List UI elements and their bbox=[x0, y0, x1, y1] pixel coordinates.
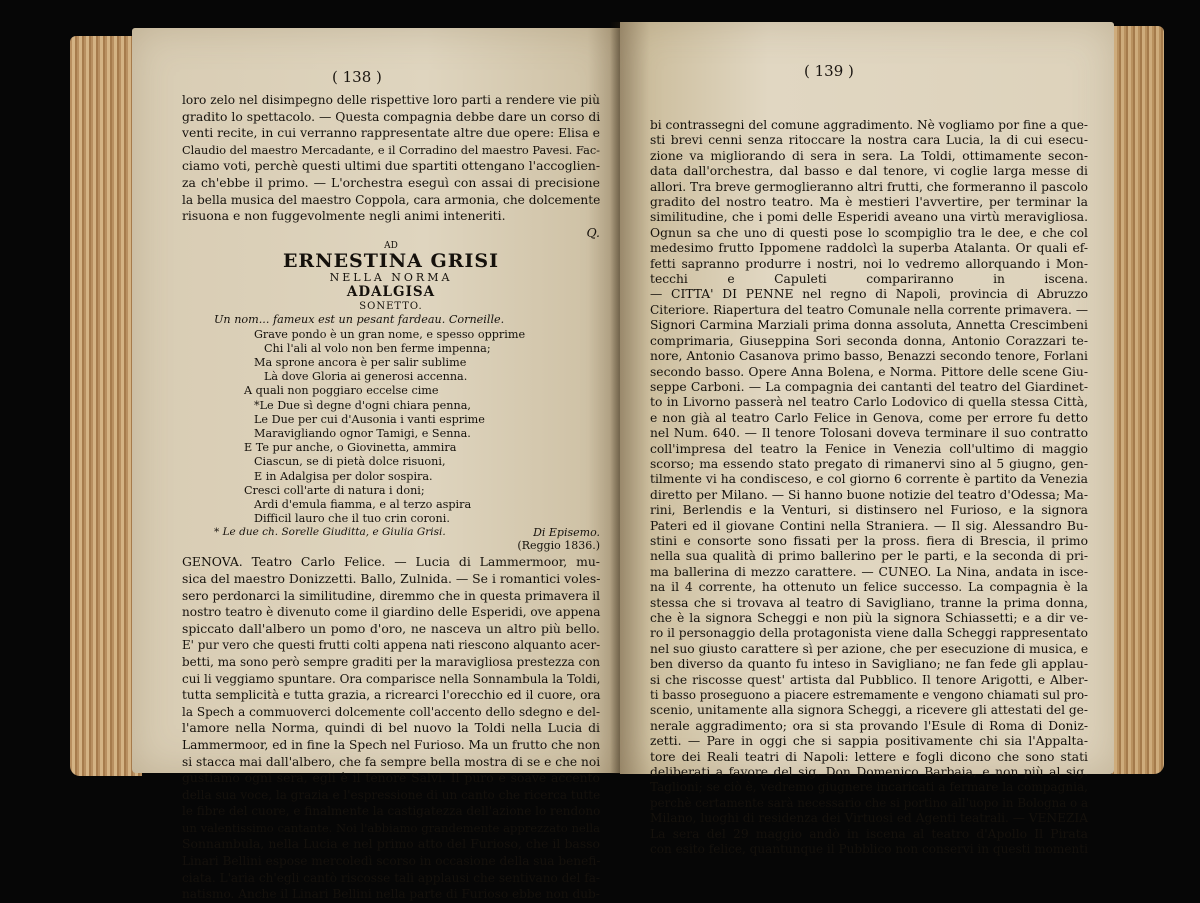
article-line: coll'impresa del teatro la Fenice in Venezia coll'ultimo di maggio bbox=[650, 441, 1088, 456]
poem-form: SONETTO. bbox=[359, 301, 423, 313]
sonnet-lines bbox=[244, 328, 600, 527]
article-line: ben diverso da quanto fu inteso in Savigliano; ne fan fede gli applau- bbox=[650, 657, 1088, 672]
poem-role: ADALGISA bbox=[346, 284, 436, 301]
article-line: tore dei Reali teatri di Napoli: lettere e fogli dicono che sono stati bbox=[650, 749, 1088, 764]
article-line: perchè certamente sarà necessario che si portino all'uopo in Bologna o a bbox=[650, 795, 1088, 810]
article-line: deliberati a favore del sig. Don Domenico Barbaia, e non più al sig. bbox=[650, 765, 1088, 780]
sonnet-line: Là dove Gloria ai generosi accenna. bbox=[264, 370, 468, 384]
intro-line: la bella musica del maestro Coppola, cara armonia, che dolcemente bbox=[182, 192, 601, 207]
sonnet-line: E in Adalgisa per dolor sospira. bbox=[254, 469, 433, 483]
article-line: della sua voce, la grazia e l'espressione di un canto che ricerca tutte bbox=[182, 787, 601, 802]
article-line: un valentissimo cantante. Noi l'abbiamo grandemente apprezzato nella bbox=[182, 820, 600, 835]
article-line: Ognun sa che uno di questi pose lo scompiglio tra le dee, e che col bbox=[650, 225, 1088, 240]
article-line: — CITTA' DI PENNE nel regno di Napoli, provincia di Abruzzo bbox=[650, 287, 1088, 302]
article-line: Taglioni; se ciò è, vedremo giugnere incaricati a fermare la compagnia, bbox=[650, 780, 1088, 795]
sonnet-line: Maravigliando ognor Tamigi, e Senna. bbox=[254, 426, 471, 440]
article-line: E' pur vero che questi frutti colti appena nati riescono alquanto acer- bbox=[182, 638, 601, 653]
article-line: e non già al teatro Carlo Felice in Genova, come per errore fu detto bbox=[650, 410, 1088, 425]
article-line: nore, Antonio Casanova primo basso, Benazzi secondo tenore, Forlani bbox=[650, 349, 1088, 364]
sonnet-author-row bbox=[182, 526, 600, 552]
sonnet-place-date: (Reggio 1836.) bbox=[517, 539, 600, 553]
article-line: sero perdonarci la similitudine, diremmo che in questa primavera il bbox=[182, 588, 600, 603]
article-line: diretto per Milano. — Si hanno buone notizie del teatro d'Odessa; Ma- bbox=[650, 487, 1089, 502]
sonnet-line: Cresci coll'arte di natura i doni; bbox=[244, 483, 425, 497]
page-number-left: ( 138 ) bbox=[332, 68, 382, 86]
intro-line: Claudio del maestro Mercadante, e il Corradino del maestro Pavesi. Fac- bbox=[182, 142, 600, 157]
article-line: cui li veggiamo spuntare. Ora comparisce nella Sonnambula la Toldi, bbox=[182, 671, 601, 686]
article-line: tecchi e Capuleti compariranno in iscena. bbox=[650, 272, 1088, 287]
sonnet-footnote: * Le due ch. Sorelle Giuditta, e Giulia Grisi. bbox=[214, 526, 446, 539]
article-line: nel suo giusto carattere sì per azione, che per esecuzione di musica, e bbox=[650, 641, 1089, 656]
poem-title: ERNESTINA GRISI bbox=[282, 250, 500, 273]
open-book bbox=[70, 16, 1164, 902]
article-line: allori. Tra breve germoglieranno altri frutti, che formeranno il pascolo bbox=[650, 179, 1088, 194]
article-line: ro il personaggio della protagonista viene dalla Scheggi rappresentato bbox=[650, 626, 1088, 641]
article-line: si che riscosse quest' artista dal Pubblico. Il tenore Arigotti, e Alber- bbox=[650, 672, 1088, 687]
article-line: rini, Berlendis e la Venturi, si distinsero nel Furioso, e la signora bbox=[650, 503, 1088, 518]
sonnet-line: Ciascun, se di pietà dolce risuoni, bbox=[254, 455, 446, 469]
intro-line: ciamo voti, perchè questi ultimi due spartiti ottengano l'accoglien- bbox=[182, 159, 600, 174]
article-line: natismo. Anche il Linari Bellini nella parte di Furioso ebbe non dub- bbox=[182, 887, 600, 902]
intro-line: venti recite, in cui verranno rappresentate altre due opere: Elisa e bbox=[182, 126, 600, 141]
article-line: nel Num. 640. — Il tenore Tolosani doveva terminare il suo contratto bbox=[650, 426, 1088, 441]
sonnet bbox=[182, 313, 600, 526]
sonnet-line: E Te pur anche, o Giovinetta, ammira bbox=[244, 441, 457, 455]
article-line: ti basso proseguono a piacere estremamente e vengono chiamati sul pro- bbox=[650, 688, 1088, 703]
right-page bbox=[620, 22, 1114, 857]
article-line: ciata. L'aria ch'egli cantò riscosse tali applausi che sentivano del fa- bbox=[182, 870, 600, 885]
article-line: similitudine, che i pomi delle Esperidi aveano una virtù meravigliosa. bbox=[650, 210, 1088, 225]
article-line: secondo basso. Opere Anna Bolena, e Norma. Pittore delle scene Giu- bbox=[650, 364, 1088, 379]
article-line: seppe Carboni. — La compagnia dei cantanti del teatro del Giardinet- bbox=[650, 379, 1088, 394]
article-line: Linari Bellini espose mercoledì scorso in occasione della sua benefi- bbox=[182, 854, 601, 869]
article-line: betti, ma sono però sempre graditi per la maravigliosa prestezza con bbox=[182, 654, 601, 669]
sonnet-line: Difficil lauro che il tuo crin coroni. bbox=[254, 512, 450, 526]
article-line: la Spech a commuoverci dolcemente coll'accento dello sdegno e del- bbox=[182, 704, 600, 719]
article-line: nostro teatro è divenuto come il giardino delle Esperidi, ove appena bbox=[182, 605, 601, 620]
sonnet-line: *Le Due sì degne d'ogni chiara penna, bbox=[254, 398, 471, 412]
article-line: Sonnambula, nella Lucia e nel primo atto del Furioso, che il basso bbox=[182, 836, 600, 852]
article-line: tutta semplicità e tutta grazia, a ricrearci l'orecchio ed il cuore, ora bbox=[182, 688, 601, 703]
page-number-right: ( 139 ) bbox=[804, 62, 854, 80]
sonnet-line: Le Due per cui d'Ausonia i vanti esprime bbox=[254, 412, 485, 426]
intro-paragraph bbox=[182, 92, 600, 225]
article-line: nerale aggradimento; ora si sta provando l'Esule di Roma di Doniz- bbox=[650, 718, 1088, 733]
sonnet-line: Ma sprone ancora è per salir sublime bbox=[254, 355, 467, 369]
sonnet-line: A quali non poggiaro eccelse cime bbox=[244, 384, 439, 398]
article-line: zetti. — Pare in oggi che si sappia positivamente chi sia l'Appalta- bbox=[650, 734, 1088, 749]
article-line: data dall'orchestra, dal basso e dal tenore, vi coglie larga messe di bbox=[650, 164, 1088, 179]
article-line: Lammermoor, ed in fine la Spech nel Furioso. Ma un frutto che non bbox=[182, 737, 601, 752]
article-line: sti brevi cenni senza ritoccare la nostra cara Lucia, la di cui esecu- bbox=[650, 133, 1088, 148]
sonnet-line: Chi l'ali al volo non ben ferme impenna; bbox=[264, 341, 491, 355]
article-line: Milano, luoghi di residenza dei Virtuosi ed Agenti teatrali. — VENEZIA bbox=[650, 811, 1088, 826]
article-line: fetti sapranno produrre i nostri, noi lo vedremo allorquando i Mon- bbox=[650, 256, 1088, 271]
genova-article bbox=[182, 554, 600, 902]
article-line: le fibre del cuore, e finalmente la castigatezza dell'azione lo rendono bbox=[182, 804, 601, 819]
sonnet-motto: Un nom... fameux est un pesant fardeau. Corneille. bbox=[214, 313, 505, 327]
article-line: GENOVA. Teatro Carlo Felice. — Lucia di Lammermoor, mu- bbox=[182, 554, 600, 570]
article-line: comprimaria, Giuseppina Sori seconda donna, Antonio Corazzari te- bbox=[650, 333, 1088, 348]
article-line: Pateri ed il giovane Contini nella Straniera. — Il sig. Alessandro Bu- bbox=[650, 518, 1088, 533]
article-line: Signori Carmina Marziali prima donna assoluta, Annetta Crescimbeni bbox=[650, 318, 1088, 333]
intro-signature: Q. bbox=[586, 224, 600, 240]
intro-line: loro zelo nel disimpegno delle rispettive loro parti a rendere vie più bbox=[182, 93, 600, 107]
left-page bbox=[132, 28, 622, 902]
article-line: spiccato dall'albero un pomo d'oro, ne nasceva un altro più bello. bbox=[182, 620, 600, 636]
dedication-ad: AD bbox=[384, 241, 398, 252]
article-line: nella sua qualità di primo ballerino per le parti, e la seconda di pri- bbox=[650, 549, 1088, 564]
sonnet-line: Ardi d'emula fiamma, e al terzo aspira bbox=[254, 497, 472, 511]
article-line: gustiamo ogni sera, egli è il tenore Salvi. Il puro e soave accento bbox=[182, 770, 600, 786]
left-page-text bbox=[182, 92, 600, 903]
intro-line: gradito lo spettacolo. — Questa compagnia debbe dare un corso di bbox=[182, 109, 601, 124]
article-line: Citeriore. Riapertura del teatro Comunale nella corrente primavera. — bbox=[650, 302, 1088, 317]
article-line: che è la signora Scheggi e non più la signora Schiassetti; e a dir ve- bbox=[650, 611, 1088, 625]
article-line: con esito felice, quantunque il Pubblico non conservi in questi momenti bbox=[650, 842, 1088, 857]
intro-line: risuona e non fuggevolmente negli animi inteneriti. bbox=[182, 208, 506, 224]
article-line: to in Livorno passerà nel teatro Carlo Lodovico di quella stessa Città, bbox=[650, 395, 1088, 410]
intro-line: za ch'ebbe il primo. — L'orchestra eseguì con assai di precisione bbox=[182, 174, 600, 190]
right-page-edges bbox=[1112, 26, 1164, 774]
right-page-text bbox=[650, 118, 1088, 858]
article-line: ma ballerina di mezzo carattere. — CUNEO. La Nina, andata in isce- bbox=[650, 564, 1088, 579]
article-line: stini e consorte sono fissati per la pross. fiera di Brescia, il primo bbox=[650, 533, 1088, 548]
article-line: La sera del 29 maggio andò in iscena al teatro d'Apollo Il Pirata bbox=[650, 826, 1088, 841]
sonnet-author: Di Episemo. bbox=[533, 526, 600, 540]
article-line: gradito del nostro teatro. Ma è mestieri l'avvertire, per terminar la bbox=[650, 195, 1088, 210]
article-line: si stacca mai dall'albero, che fa sempre bella mostra di se e che noi bbox=[182, 754, 601, 769]
poem-subtitle: NELLA NORMA bbox=[329, 271, 453, 285]
article-line: stessa che si trovava al teatro di Savigliano, tranne la prima donna, bbox=[650, 595, 1088, 610]
article-line: l'amore nella Norma, quindi di bel nuovo la Toldi nella Lucia di bbox=[182, 720, 600, 736]
article-line: sica del maestro Donizzetti. Ballo, Zulnida. — Se i romantici voles- bbox=[182, 570, 601, 586]
sonnet-line: Grave pondo è un gran nome, e spesso opprime bbox=[254, 327, 526, 341]
article-line: tilmente vi ha condisceso, e col giorno 6 corrente è partito da Venezia bbox=[650, 472, 1088, 487]
article-line: medesimo frutto Ippomene raddolcì la superba Atalanta. Or quali ef- bbox=[650, 241, 1088, 256]
article-line: zione va migliorando di sera in sera. La Toldi, ottimamente secon- bbox=[650, 148, 1088, 163]
article-line: bi contrassegni del comune aggradimento. Nè vogliamo por fine a que- bbox=[650, 118, 1088, 132]
article-line: scorso; ma essendo stato pregato di rimanervi sino al 5 giugno, gen- bbox=[650, 456, 1088, 471]
article-line: na il 4 corrente, ha ottenuto un felice successo. La compagnia è la bbox=[650, 580, 1088, 595]
article-line: scenio, unitamente alla signora Scheggi, a ricevere gli attestati del ge- bbox=[650, 703, 1088, 718]
